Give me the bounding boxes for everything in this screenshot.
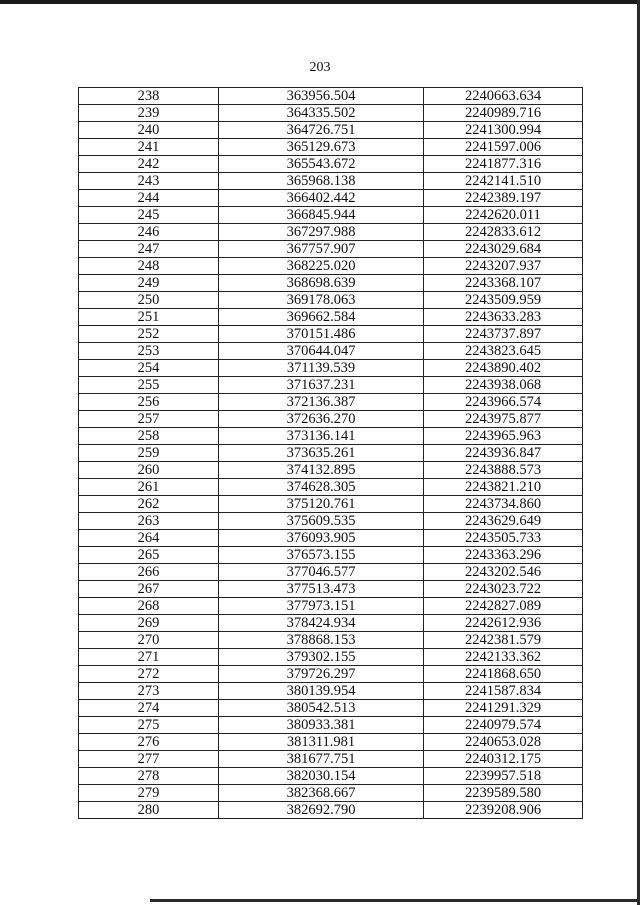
page-number: 203 — [309, 60, 331, 75]
table-row — [79, 785, 583, 802]
point-id-cell: 269 — [79, 615, 219, 632]
x-coordinate-cell: 366845.944 — [219, 207, 424, 224]
table-row — [79, 564, 583, 581]
x-coordinate-cell: 381677.751 — [219, 751, 424, 768]
point-id-cell: 280 — [79, 802, 219, 819]
table-row — [79, 394, 583, 411]
y-coordinate-cell: 2241877.316 — [424, 156, 583, 173]
point-id-cell: 278 — [79, 768, 219, 785]
point-id-cell: 238 — [79, 88, 219, 105]
y-coordinate-cell: 2242141.510 — [424, 173, 583, 190]
y-coordinate-cell: 2242833.612 — [424, 224, 583, 241]
y-coordinate-cell: 2243734.860 — [424, 496, 583, 513]
table-row — [79, 581, 583, 598]
x-coordinate-cell: 365968.138 — [219, 173, 424, 190]
point-id-cell: 246 — [79, 224, 219, 241]
table-row — [79, 547, 583, 564]
coordinate-table — [78, 87, 583, 819]
bottom-border-rule — [150, 899, 640, 902]
point-id-cell: 248 — [79, 258, 219, 275]
y-coordinate-cell: 2243633.283 — [424, 309, 583, 326]
table-row — [79, 292, 583, 309]
x-coordinate-cell: 382692.790 — [219, 802, 424, 819]
y-coordinate-cell: 2242827.089 — [424, 598, 583, 615]
x-coordinate-cell: 367297.988 — [219, 224, 424, 241]
x-coordinate-cell: 371139.539 — [219, 360, 424, 377]
table-row — [79, 479, 583, 496]
y-coordinate-cell: 2243938.068 — [424, 377, 583, 394]
table-row — [79, 173, 583, 190]
point-id-cell: 254 — [79, 360, 219, 377]
y-coordinate-cell: 2242133.362 — [424, 649, 583, 666]
x-coordinate-cell: 380139.954 — [219, 683, 424, 700]
x-coordinate-cell: 377973.151 — [219, 598, 424, 615]
point-id-cell: 240 — [79, 122, 219, 139]
x-coordinate-cell: 373136.141 — [219, 428, 424, 445]
x-coordinate-cell: 377046.577 — [219, 564, 424, 581]
y-coordinate-cell: 2239208.906 — [424, 802, 583, 819]
table-row — [79, 411, 583, 428]
table-row — [79, 275, 583, 292]
x-coordinate-cell: 376093.905 — [219, 530, 424, 547]
point-id-cell: 276 — [79, 734, 219, 751]
point-id-cell: 261 — [79, 479, 219, 496]
y-coordinate-cell: 2240653.028 — [424, 734, 583, 751]
table-row — [79, 224, 583, 241]
point-id-cell: 244 — [79, 190, 219, 207]
table-row — [79, 598, 583, 615]
table-row — [79, 88, 583, 105]
x-coordinate-cell: 364335.502 — [219, 105, 424, 122]
point-id-cell: 272 — [79, 666, 219, 683]
y-coordinate-cell: 2243368.107 — [424, 275, 583, 292]
table-row — [79, 632, 583, 649]
point-id-cell: 264 — [79, 530, 219, 547]
x-coordinate-cell: 375609.535 — [219, 513, 424, 530]
y-coordinate-cell: 2241587.834 — [424, 683, 583, 700]
y-coordinate-cell: 2243966.574 — [424, 394, 583, 411]
x-coordinate-cell: 364726.751 — [219, 122, 424, 139]
x-coordinate-cell: 365129.673 — [219, 139, 424, 156]
top-border-rule — [0, 0, 640, 4]
y-coordinate-cell: 2242381.579 — [424, 632, 583, 649]
point-id-cell: 268 — [79, 598, 219, 615]
x-coordinate-cell: 371637.231 — [219, 377, 424, 394]
point-id-cell: 271 — [79, 649, 219, 666]
y-coordinate-cell: 2243202.546 — [424, 564, 583, 581]
point-id-cell: 270 — [79, 632, 219, 649]
point-id-cell: 251 — [79, 309, 219, 326]
x-coordinate-cell: 376573.155 — [219, 547, 424, 564]
x-coordinate-cell: 373635.261 — [219, 445, 424, 462]
x-coordinate-cell: 370151.486 — [219, 326, 424, 343]
point-id-cell: 277 — [79, 751, 219, 768]
table-row — [79, 139, 583, 156]
y-coordinate-cell: 2243023.722 — [424, 581, 583, 598]
y-coordinate-cell: 2243509.959 — [424, 292, 583, 309]
y-coordinate-cell: 2243965.963 — [424, 428, 583, 445]
point-id-cell: 262 — [79, 496, 219, 513]
y-coordinate-cell: 2243890.402 — [424, 360, 583, 377]
x-coordinate-cell: 375120.761 — [219, 496, 424, 513]
point-id-cell: 247 — [79, 241, 219, 258]
y-coordinate-cell: 2242620.011 — [424, 207, 583, 224]
point-id-cell: 252 — [79, 326, 219, 343]
point-id-cell: 266 — [79, 564, 219, 581]
point-id-cell: 260 — [79, 462, 219, 479]
table-row — [79, 683, 583, 700]
point-id-cell: 275 — [79, 717, 219, 734]
table-body — [79, 88, 583, 819]
y-coordinate-cell: 2240663.634 — [424, 88, 583, 105]
x-coordinate-cell: 382030.154 — [219, 768, 424, 785]
x-coordinate-cell: 382368.667 — [219, 785, 424, 802]
table-row — [79, 649, 583, 666]
x-coordinate-cell: 374628.305 — [219, 479, 424, 496]
y-coordinate-cell: 2243029.684 — [424, 241, 583, 258]
point-id-cell: 274 — [79, 700, 219, 717]
x-coordinate-cell: 368698.639 — [219, 275, 424, 292]
y-coordinate-cell: 2241291.329 — [424, 700, 583, 717]
point-id-cell: 255 — [79, 377, 219, 394]
x-coordinate-cell: 363956.504 — [219, 88, 424, 105]
point-id-cell: 253 — [79, 343, 219, 360]
x-coordinate-cell: 377513.473 — [219, 581, 424, 598]
y-coordinate-cell: 2243936.847 — [424, 445, 583, 462]
y-coordinate-cell: 2243629.649 — [424, 513, 583, 530]
table-row — [79, 751, 583, 768]
y-coordinate-cell: 2243975.877 — [424, 411, 583, 428]
table-row — [79, 343, 583, 360]
x-coordinate-cell: 379726.297 — [219, 666, 424, 683]
table-row — [79, 258, 583, 275]
x-coordinate-cell: 366402.442 — [219, 190, 424, 207]
y-coordinate-cell: 2242389.197 — [424, 190, 583, 207]
table-row — [79, 445, 583, 462]
x-coordinate-cell: 370644.047 — [219, 343, 424, 360]
table-row — [79, 377, 583, 394]
y-coordinate-cell: 2243888.573 — [424, 462, 583, 479]
y-coordinate-cell: 2243505.733 — [424, 530, 583, 547]
y-coordinate-cell: 2243363.296 — [424, 547, 583, 564]
y-coordinate-cell: 2240312.175 — [424, 751, 583, 768]
point-id-cell: 273 — [79, 683, 219, 700]
point-id-cell: 267 — [79, 581, 219, 598]
y-coordinate-cell: 2239589.580 — [424, 785, 583, 802]
x-coordinate-cell: 378424.934 — [219, 615, 424, 632]
x-coordinate-cell: 368225.020 — [219, 258, 424, 275]
table-row — [79, 700, 583, 717]
y-coordinate-cell: 2243821.210 — [424, 479, 583, 496]
y-coordinate-cell: 2241300.994 — [424, 122, 583, 139]
table-row — [79, 768, 583, 785]
x-coordinate-cell: 372636.270 — [219, 411, 424, 428]
table-row — [79, 462, 583, 479]
table-row — [79, 496, 583, 513]
y-coordinate-cell: 2241597.006 — [424, 139, 583, 156]
x-coordinate-cell: 365543.672 — [219, 156, 424, 173]
table-row — [79, 190, 583, 207]
x-coordinate-cell: 381311.981 — [219, 734, 424, 751]
x-coordinate-cell: 380542.513 — [219, 700, 424, 717]
point-id-cell: 279 — [79, 785, 219, 802]
y-coordinate-cell: 2239957.518 — [424, 768, 583, 785]
point-id-cell: 265 — [79, 547, 219, 564]
point-id-cell: 257 — [79, 411, 219, 428]
x-coordinate-cell: 369178.063 — [219, 292, 424, 309]
table-row — [79, 156, 583, 173]
point-id-cell: 256 — [79, 394, 219, 411]
table-row — [79, 615, 583, 632]
point-id-cell: 245 — [79, 207, 219, 224]
point-id-cell: 242 — [79, 156, 219, 173]
point-id-cell: 258 — [79, 428, 219, 445]
table-row — [79, 360, 583, 377]
point-id-cell: 239 — [79, 105, 219, 122]
x-coordinate-cell: 367757.907 — [219, 241, 424, 258]
table-row — [79, 207, 583, 224]
x-coordinate-cell: 379302.155 — [219, 649, 424, 666]
table-row — [79, 122, 583, 139]
point-id-cell: 243 — [79, 173, 219, 190]
y-coordinate-cell: 2240989.716 — [424, 105, 583, 122]
point-id-cell: 259 — [79, 445, 219, 462]
table-row — [79, 530, 583, 547]
y-coordinate-cell: 2243823.645 — [424, 343, 583, 360]
table-row — [79, 309, 583, 326]
x-coordinate-cell: 380933.381 — [219, 717, 424, 734]
table-row — [79, 734, 583, 751]
y-coordinate-cell: 2243737.897 — [424, 326, 583, 343]
point-id-cell: 249 — [79, 275, 219, 292]
table-row — [79, 326, 583, 343]
y-coordinate-cell: 2240979.574 — [424, 717, 583, 734]
table-row — [79, 513, 583, 530]
point-id-cell: 250 — [79, 292, 219, 309]
table-row — [79, 802, 583, 819]
x-coordinate-cell: 369662.584 — [219, 309, 424, 326]
y-coordinate-cell: 2241868.650 — [424, 666, 583, 683]
x-coordinate-cell: 378868.153 — [219, 632, 424, 649]
table-row — [79, 717, 583, 734]
table-row — [79, 105, 583, 122]
y-coordinate-cell: 2242612.936 — [424, 615, 583, 632]
x-coordinate-cell: 372136.387 — [219, 394, 424, 411]
table-row — [79, 666, 583, 683]
x-coordinate-cell: 374132.895 — [219, 462, 424, 479]
y-coordinate-cell: 2243207.937 — [424, 258, 583, 275]
table-row — [79, 428, 583, 445]
table-row — [79, 241, 583, 258]
point-id-cell: 241 — [79, 139, 219, 156]
point-id-cell: 263 — [79, 513, 219, 530]
